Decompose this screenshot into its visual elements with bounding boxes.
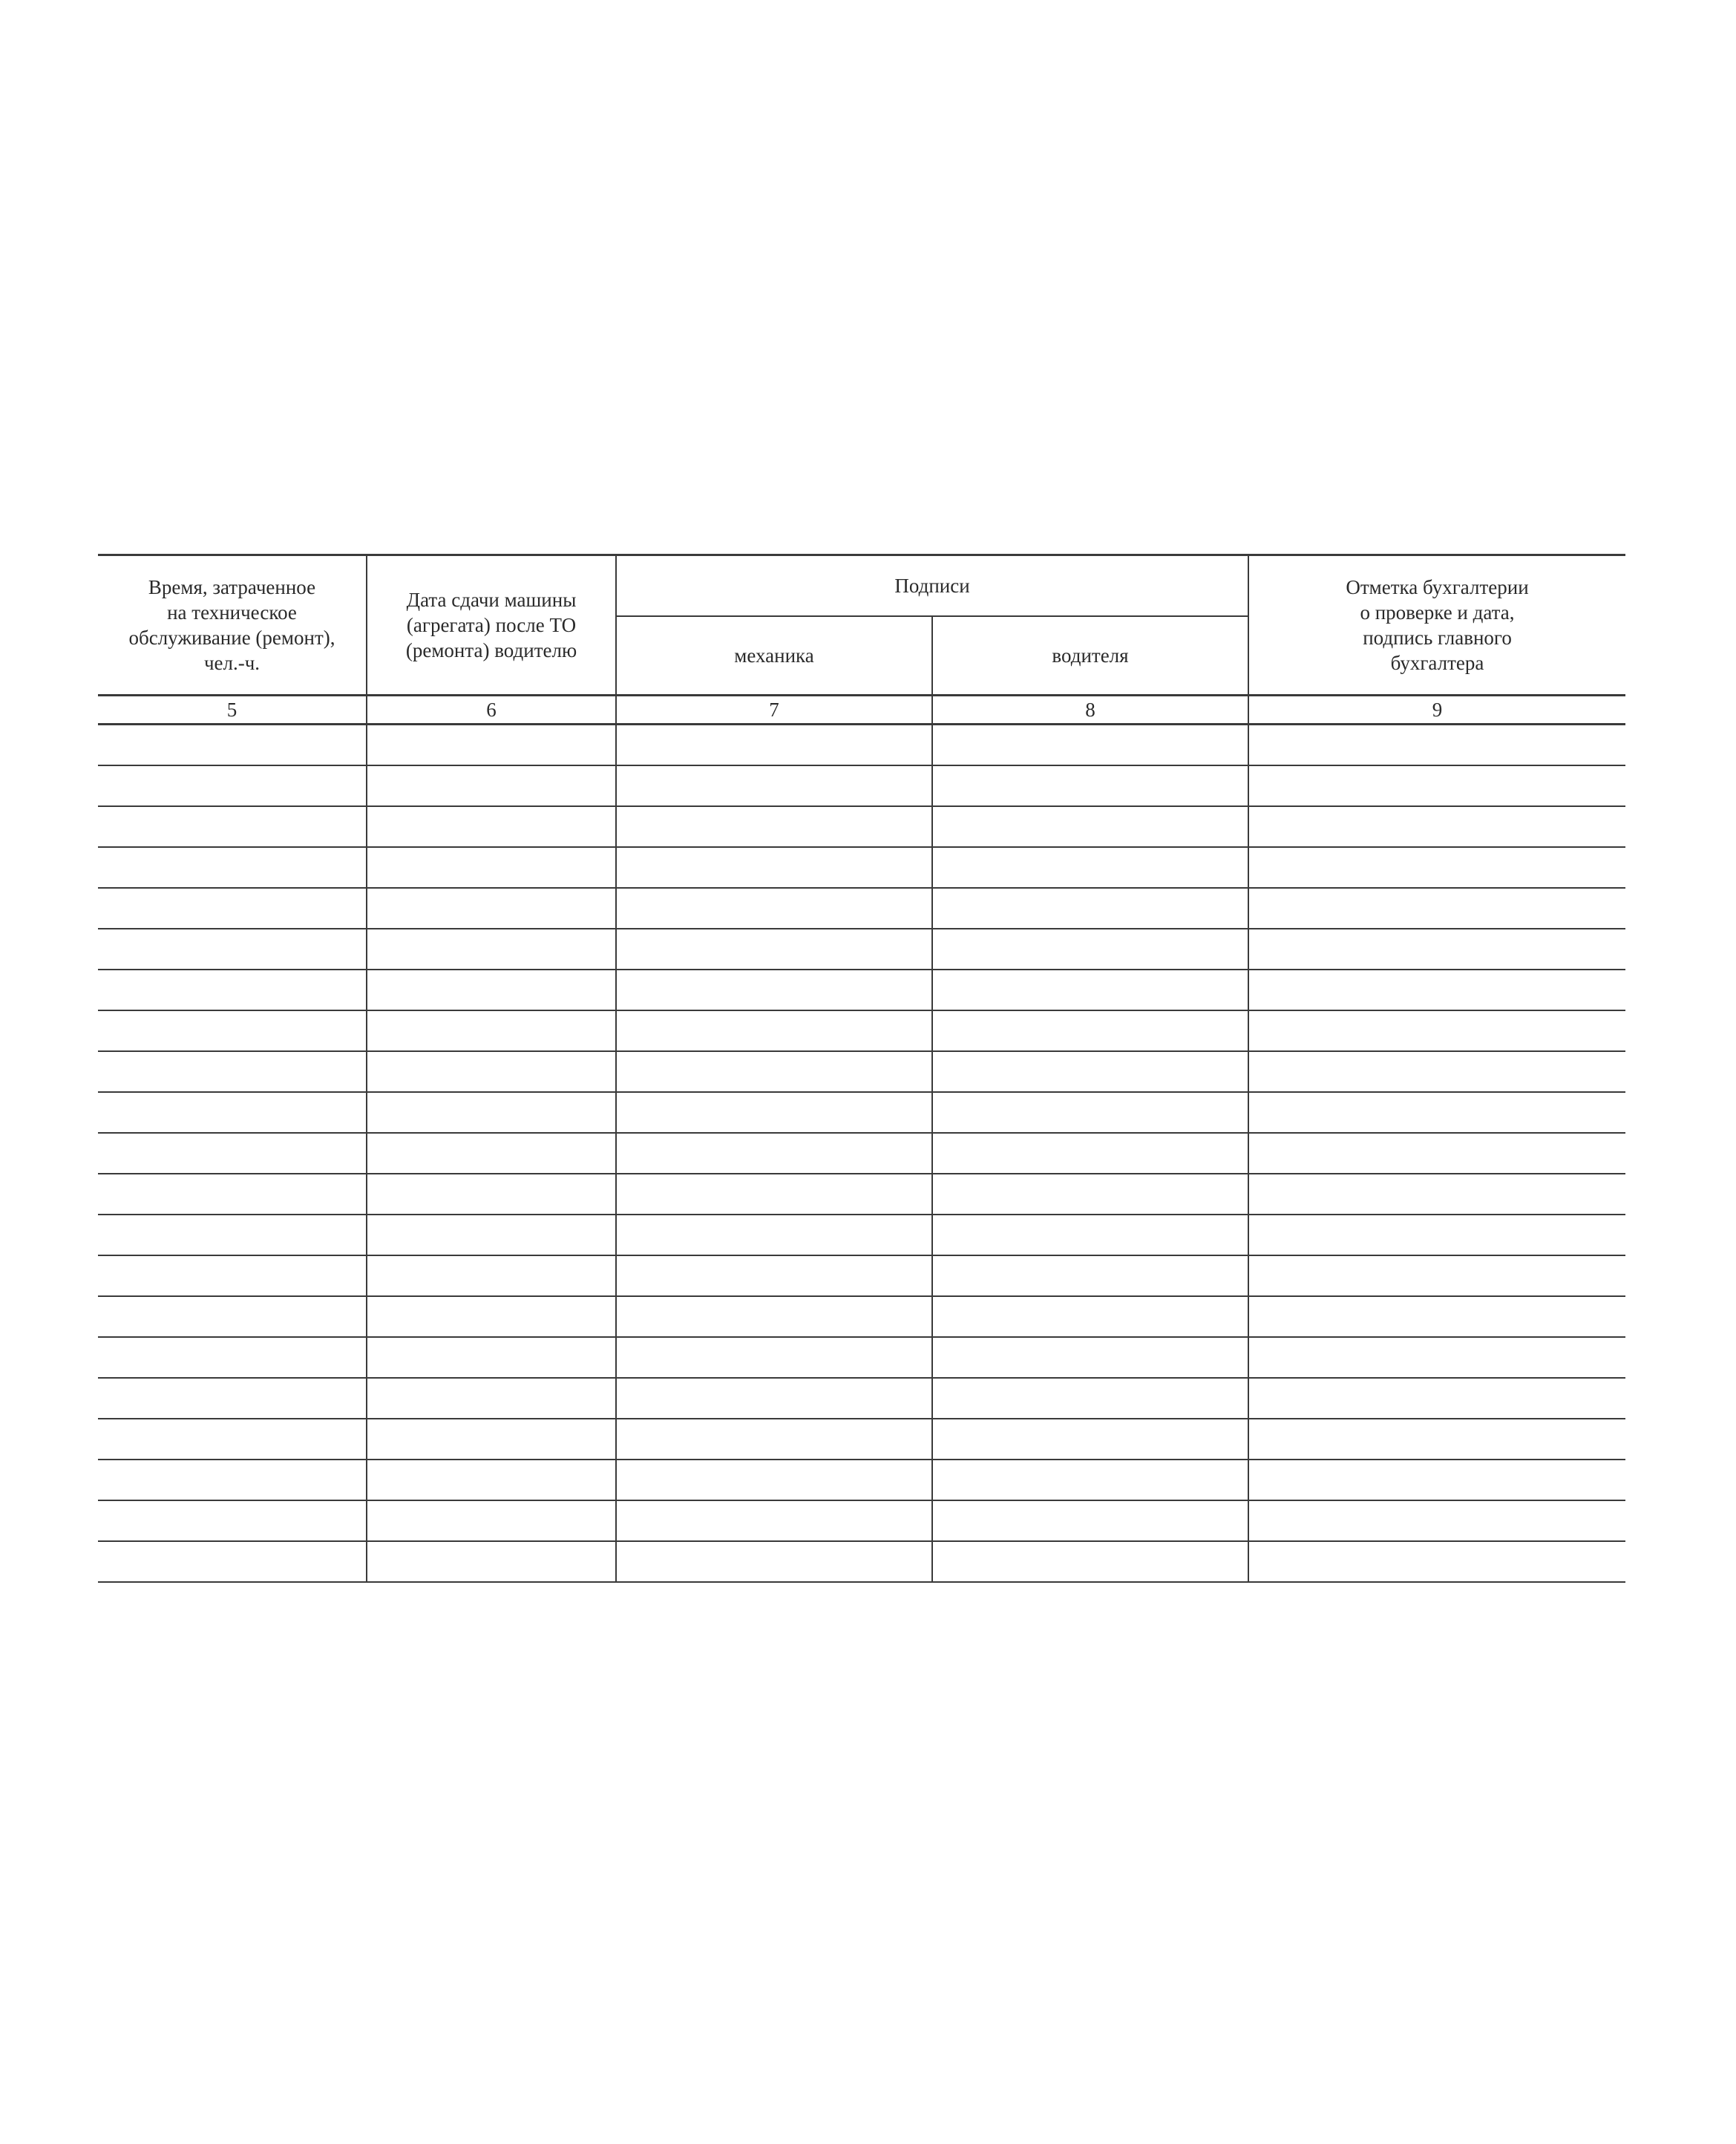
column-number: 8 [932,696,1248,725]
table-row [98,929,1625,970]
table-cell[interactable] [98,765,367,806]
table-cell[interactable] [932,1255,1248,1296]
header-time-spent [98,555,367,696]
table-cell[interactable] [98,1419,367,1460]
table-cell[interactable] [1248,970,1625,1010]
table-cell[interactable] [616,970,932,1010]
table-cell[interactable] [1248,1337,1625,1378]
table-cell[interactable] [932,1215,1248,1255]
column-number: 7 [616,696,932,725]
table-row [98,1378,1625,1419]
table-cell[interactable] [98,1500,367,1541]
table-cell[interactable] [1248,1010,1625,1051]
header-signatures-group: Подписи [616,555,1248,617]
table-cell[interactable] [98,1296,367,1337]
table-cell[interactable] [1248,1296,1625,1337]
table-cell[interactable] [367,1092,616,1133]
table-cell[interactable] [367,1296,616,1337]
table-cell[interactable] [367,1215,616,1255]
table-cell[interactable] [367,1541,616,1582]
table-cell[interactable] [367,1337,616,1378]
header-handover-date-line: (агрегата) после ТО [406,614,577,636]
table-row [98,1215,1625,1255]
table-cell[interactable] [1248,1215,1625,1255]
table-cell[interactable] [367,1500,616,1541]
table-cell[interactable] [616,725,932,766]
table-cell[interactable] [1248,1051,1625,1092]
table-cell[interactable] [616,1541,932,1582]
table-cell[interactable] [98,1541,367,1582]
column-number: 6 [367,696,616,725]
table-row [98,847,1625,888]
table-cell[interactable] [932,929,1248,970]
table-cell[interactable] [616,1174,932,1215]
table-cell[interactable] [616,1296,932,1337]
table-cell[interactable] [367,847,616,888]
table-cell[interactable] [932,1051,1248,1092]
table-cell[interactable] [367,1255,616,1296]
table-row [98,1174,1625,1215]
table-row [98,1296,1625,1337]
table-row [98,1500,1625,1541]
table-cell[interactable] [616,1337,932,1378]
header-accounting-mark-line: Отметка бухгалтерии [1346,576,1529,598]
table-cell[interactable] [616,1010,932,1051]
header-handover-date-line: Дата сдачи машины [406,589,577,611]
table-cell[interactable] [616,1215,932,1255]
table-row [98,1337,1625,1378]
table-cell[interactable] [98,929,367,970]
table-row [98,725,1625,766]
table-cell[interactable] [98,1378,367,1419]
table-cell[interactable] [616,806,932,847]
table-cell[interactable] [98,888,367,929]
table-cell[interactable] [932,847,1248,888]
table-row [98,1255,1625,1296]
header-driver: водителя [932,616,1248,696]
table-row [98,1133,1625,1174]
table-cell[interactable] [1248,806,1625,847]
table-row [98,888,1625,929]
table-cell[interactable] [932,1174,1248,1215]
table-cell[interactable] [932,1337,1248,1378]
table-cell[interactable] [1248,929,1625,970]
table-cell[interactable] [932,1092,1248,1133]
table-cell[interactable] [367,806,616,847]
table-cell[interactable] [932,725,1248,766]
table-cell[interactable] [616,765,932,806]
table-cell[interactable] [98,806,367,847]
table-cell[interactable] [1248,1092,1625,1133]
table-cell[interactable] [1248,1500,1625,1541]
table-cell[interactable] [616,1378,932,1419]
table-cell[interactable] [98,1460,367,1500]
table-cell[interactable] [367,1419,616,1460]
header-time-spent-line: на техническое [167,601,297,624]
table-cell[interactable] [932,1419,1248,1460]
header-mechanic: механика [616,616,932,696]
table-cell[interactable] [367,970,616,1010]
table-cell[interactable] [1248,765,1625,806]
table-cell[interactable] [932,765,1248,806]
table-cell[interactable] [98,970,367,1010]
header-handover-date [367,555,616,696]
table-cell[interactable] [616,1255,932,1296]
table-cell[interactable] [98,1215,367,1255]
table-row [98,1541,1625,1582]
table-cell[interactable] [932,1133,1248,1174]
table-row [98,1092,1625,1133]
table-cell[interactable] [616,1500,932,1541]
table-cell[interactable] [1248,1419,1625,1460]
table-cell[interactable] [932,1500,1248,1541]
table-cell[interactable] [98,1092,367,1133]
table-row [98,765,1625,806]
table-cell[interactable] [98,725,367,766]
header-accounting-mark-line: подпись главного [1363,627,1512,649]
table-cell[interactable] [98,1051,367,1092]
table-cell[interactable] [98,1133,367,1174]
table-cell[interactable] [932,1378,1248,1419]
table-cell[interactable] [616,1051,932,1092]
table-cell[interactable] [1248,847,1625,888]
table-cell[interactable] [98,1255,367,1296]
table-cell[interactable] [932,806,1248,847]
table-body [98,725,1625,1583]
maintenance-log-table [98,554,1625,1583]
table-cell[interactable] [616,888,932,929]
table-cell[interactable] [98,1174,367,1215]
table-cell[interactable] [616,1092,932,1133]
table-cell[interactable] [1248,888,1625,929]
table-cell[interactable] [932,888,1248,929]
header-time-spent-line: чел.-ч. [203,652,261,674]
table-row [98,970,1625,1010]
table-cell[interactable] [1248,725,1625,766]
table-cell[interactable] [932,970,1248,1010]
table-cell[interactable] [616,1133,932,1174]
table-cell[interactable] [932,1460,1248,1500]
table-cell[interactable] [98,1337,367,1378]
table-cell[interactable] [932,1010,1248,1051]
table-cell[interactable] [367,725,616,766]
table-cell[interactable] [616,1419,932,1460]
table-cell[interactable] [367,888,616,929]
table-cell[interactable] [98,1010,367,1051]
table-cell[interactable] [367,1460,616,1500]
table-cell[interactable] [367,1051,616,1092]
table-cell[interactable] [98,847,367,888]
column-number: 5 [98,696,367,725]
header-accounting-mark [1248,555,1625,696]
table-cell[interactable] [1248,1541,1625,1582]
table-row [98,806,1625,847]
table-cell[interactable] [367,765,616,806]
table-row [98,1419,1625,1460]
header-time-spent-line: обслуживание (ремонт), [128,627,335,649]
header-accounting-mark-line: о проверке и дата, [1360,601,1515,624]
header-handover-date-line: (ремонта) водителю [405,639,577,661]
table-cell[interactable] [616,847,932,888]
header-accounting-mark-line: бухгалтера [1390,652,1484,674]
table-cell[interactable] [1248,1133,1625,1174]
table-cell[interactable] [367,1378,616,1419]
table-cell[interactable] [367,1133,616,1174]
table-cell[interactable] [367,1010,616,1051]
table-cell[interactable] [1248,1378,1625,1419]
table-cell[interactable] [616,1460,932,1500]
table-cell[interactable] [932,1541,1248,1582]
table-cell[interactable] [1248,1174,1625,1215]
table-cell[interactable] [367,929,616,970]
column-number: 9 [1248,696,1625,725]
table-cell[interactable] [1248,1460,1625,1500]
table-row [98,1460,1625,1500]
table-cell[interactable] [616,929,932,970]
table-cell[interactable] [932,1296,1248,1337]
header-time-spent-line: Время, затраченное [148,576,316,598]
table-cell[interactable] [367,1174,616,1215]
table-row [98,1051,1625,1092]
table-row [98,1010,1625,1051]
table-cell[interactable] [1248,1255,1625,1296]
